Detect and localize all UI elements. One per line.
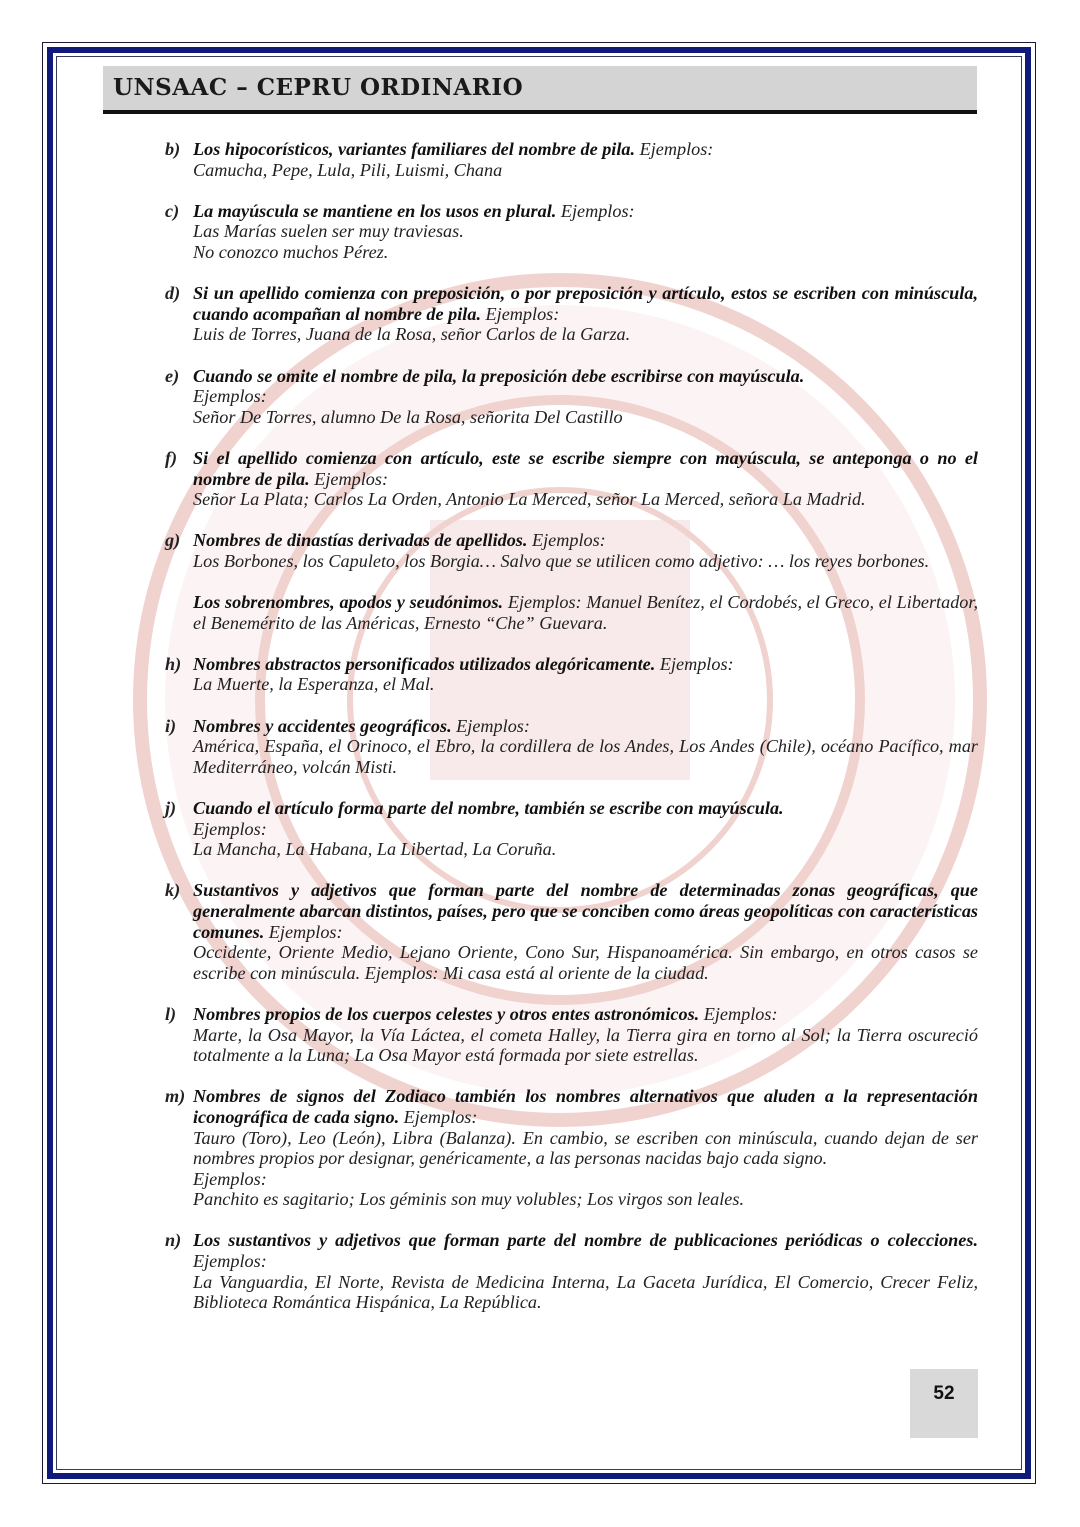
rule-inline-text: Ejemplos:	[399, 1106, 478, 1127]
rule-item	[165, 798, 978, 860]
item-body	[193, 1086, 978, 1210]
rule-heading: Nombres de dinastías derivadas de apellidos.	[193, 530, 528, 551]
rule-heading: La mayúscula se mantiene en los usos en plural.	[193, 200, 557, 221]
rule-item	[165, 1086, 978, 1210]
item-label: d)	[165, 283, 181, 304]
example-line: América, España, el Orinoco, el Ebro, la cordillera de los Andes, Los Andes (Chile), océano Pacífico, mar Mediterráneo, volcán Misti.	[193, 736, 978, 777]
item-body	[193, 366, 978, 428]
example-line: Señor La Plata; Carlos La Orden, Antonio La Merced, señor La Merced, señora La Madrid.	[193, 489, 866, 510]
example-line: Luis de Torres, Juana de la Rosa, señor Carlos de la Garza.	[193, 324, 631, 345]
rule-item	[165, 530, 978, 571]
rule-item	[165, 366, 978, 428]
item-label: m)	[165, 1086, 186, 1107]
rule-inline-text: Ejemplos:	[309, 468, 388, 489]
rule-heading: Cuando el artículo forma parte del nombre, también se escribe con mayúscula.	[193, 798, 784, 818]
rule-inline-text: Ejemplos:	[264, 921, 343, 942]
example-line: Ejemplos:	[193, 386, 267, 407]
item-body	[193, 201, 978, 263]
page-number: 52	[933, 1383, 955, 1404]
example-line: La Muerte, la Esperanza, el Mal.	[193, 674, 435, 695]
item-body	[193, 716, 978, 778]
rule-inline-text: Ejemplos:	[527, 530, 606, 551]
item-label: g)	[165, 530, 181, 551]
rule-inline-text: Ejemplos:	[193, 1251, 267, 1272]
rule-heading: Si el apellido comienza con artículo, este se escribe siempre con mayúscula, se anteponga o no el nombre de pila.	[193, 447, 978, 489]
rule-item	[165, 880, 978, 983]
rule-heading: Los hipocorísticos, variantes familiares del nombre de pila.	[193, 139, 636, 159]
rule-heading: Nombres de signos del Zodiaco también los nombres alternativos que aluden a la representación iconográfica de cada signo.	[193, 1086, 978, 1127]
item-label: k)	[165, 880, 181, 901]
rule-item	[165, 1230, 978, 1312]
document-body	[165, 139, 978, 1333]
rule-heading: Nombres propios de los cuerpos celestes y otros entes astronómicos.	[193, 1003, 700, 1024]
example-line: Ejemplos:	[193, 1168, 267, 1189]
item-label: j)	[165, 798, 177, 818]
rule-heading: Si un apellido comienza con preposición, o por preposición y artículo, estos se escriben con minúscula, cuando acompañan al nombre de pila.	[193, 283, 978, 324]
example-line: Camucha, Pepe, Lula, Pili, Luismi, Chana	[193, 159, 503, 180]
rule-heading: Cuando se omite el nombre de pila, la preposición debe escribirse con mayúscula.	[193, 365, 805, 386]
rule-inline-text: Ejemplos:	[635, 139, 714, 159]
item-label: h)	[165, 653, 182, 674]
item-label: n)	[165, 1230, 182, 1251]
item-label: i)	[165, 715, 177, 736]
item-body	[193, 1230, 978, 1312]
page-number-box	[910, 1369, 978, 1438]
example-line: Marte, la Osa Mayor, la Vía Láctea, el cometa Halley, la Tierra gira en torno al Sol; la Tierra oscureció totalmente a la Luna; La Osa Mayor está formada por siete estrellas.	[193, 1024, 978, 1066]
item-label: c)	[165, 200, 180, 221]
example-line: No conozco muchos Pérez.	[193, 241, 389, 262]
rule-heading: Los sobrenombres, apodos y seudónimos.	[193, 592, 504, 613]
rule-item	[165, 592, 978, 633]
rule-inline-text: Ejemplos:	[556, 200, 635, 221]
item-body	[193, 592, 978, 633]
item-body	[193, 530, 978, 571]
rule-item	[165, 654, 978, 695]
item-body	[193, 283, 978, 345]
example-line: Tauro (Toro), Leo (León), Libra (Balanza). En cambio, se escriben con minúscula, cuando dejan de ser nombres propios por designar, genéricamente, a las personas nacidas bajo cada signo.	[193, 1127, 978, 1169]
item-body	[193, 654, 978, 695]
example-line: La Mancha, La Habana, La Libertad, La Coruña.	[193, 839, 557, 860]
example-line: Señor De Torres, alumno De la Rosa, señorita Del Castillo	[193, 406, 623, 427]
example-line: Los Borbones, los Capuleto, los Borgia… Salvo que se utilicen como adjetivo: … los reyes borbones.	[193, 550, 930, 571]
rule-item	[165, 448, 978, 510]
rule-inline-text: Ejemplos: Manuel Benítez, el Cordobés, el Greco, el Libertador, el Benemérito de las Américas, Ernesto “Che” Guevara.	[193, 592, 979, 633]
rule-item	[165, 1004, 978, 1066]
example-line: Occidente, Oriente Medio, Lejano Oriente, Cono Sur, Hispanoamérica. Sin embargo, en otros casos se escribe con minúscula. Ejemplos: Mi casa está al oriente de la ciudad.	[193, 942, 978, 983]
item-body	[193, 139, 978, 180]
item-label: l)	[165, 1003, 177, 1024]
rule-heading: Nombres y accidentes geográficos.	[193, 715, 452, 736]
rule-item	[165, 716, 978, 778]
header-title: UNSAAC – CEPRU ORDINARIO	[113, 74, 524, 101]
rule-item	[165, 139, 978, 180]
item-label	[165, 592, 193, 633]
rule-heading: Nombres abstractos personificados utilizados alegóricamente.	[193, 653, 656, 674]
item-body	[193, 1004, 978, 1066]
rule-heading: Los sustantivos y adjetivos que forman parte del nombre de publicaciones periódicas o colecciones.	[193, 1230, 978, 1251]
item-body	[193, 798, 978, 860]
rule-inline-text: Ejemplos:	[655, 653, 734, 674]
rule-item	[165, 201, 978, 263]
item-body	[193, 880, 978, 983]
example-line: Las Marías suelen ser muy traviesas.	[193, 221, 464, 242]
item-label: f)	[165, 447, 178, 468]
rule-item	[165, 283, 978, 345]
rule-inline-text: Ejemplos:	[481, 303, 560, 324]
item-label: e)	[165, 365, 180, 386]
example-line: La Vanguardia, El Norte, Revista de Medicina Interna, La Gaceta Jurídica, El Comercio, Crecer Feliz, Biblioteca Romántica Hispánica, La República.	[193, 1271, 978, 1313]
page-header	[103, 66, 977, 114]
example-line: Panchito es sagitario; Los géminis son muy volubles; Los virgos son leales.	[193, 1189, 744, 1210]
item-body	[193, 448, 978, 510]
rule-inline-text: Ejemplos:	[451, 715, 530, 736]
item-label: b)	[165, 139, 181, 159]
example-line: Ejemplos:	[193, 818, 267, 839]
rule-heading: Sustantivos y adjetivos que forman parte del nombre de determinadas zonas geográficas, que generalmente abarcan distintos, países, pero que se conciben como áreas geopolíticas con características comunes.	[193, 880, 978, 942]
rule-inline-text: Ejemplos:	[699, 1003, 778, 1024]
